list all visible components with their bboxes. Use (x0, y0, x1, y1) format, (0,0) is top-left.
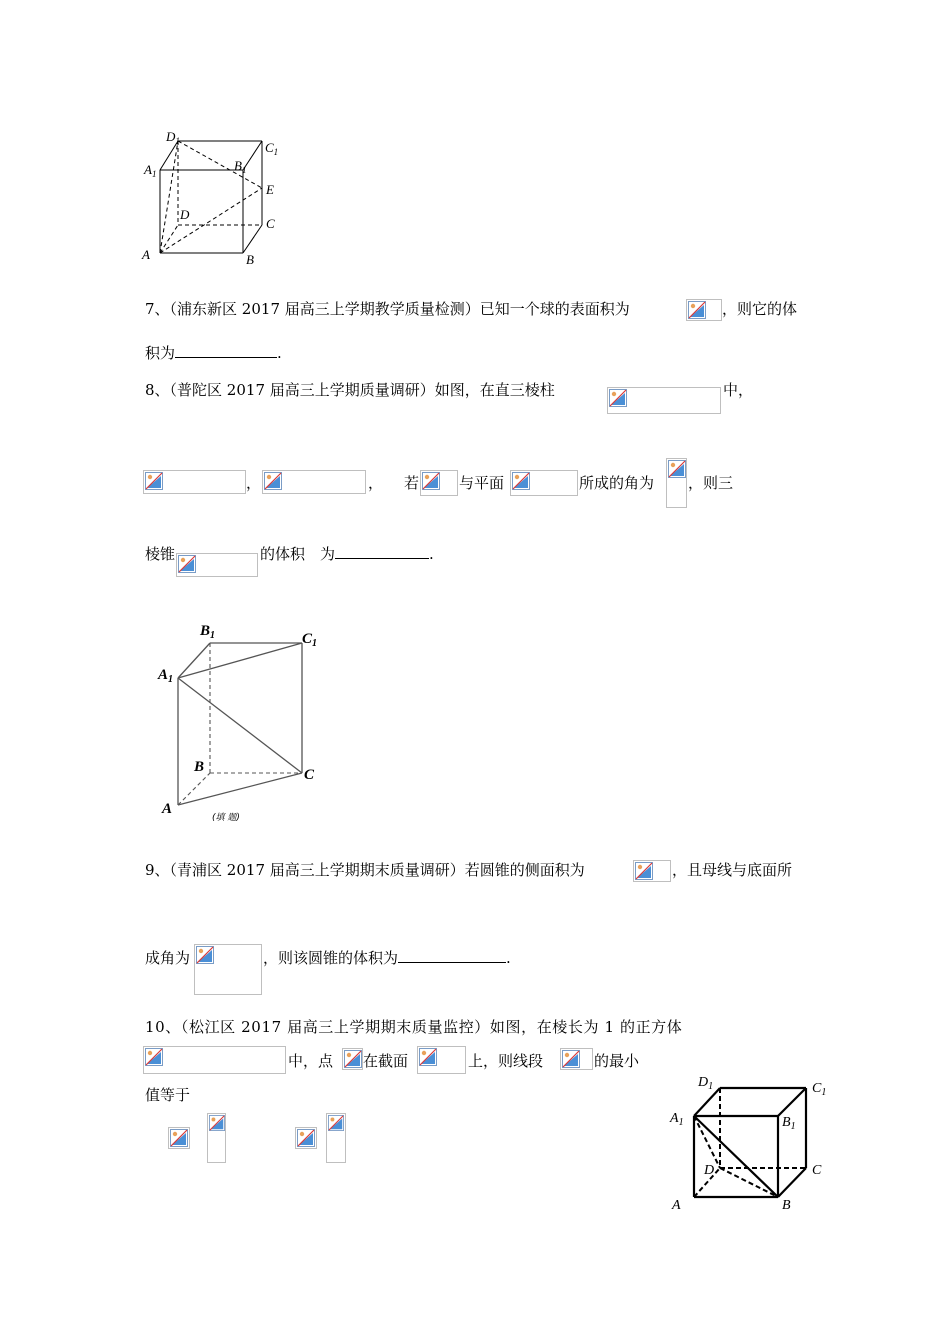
broken-image-icon (328, 1115, 344, 1131)
broken-image-icon (609, 389, 627, 407)
label-c1: $C_1$ (265, 140, 279, 157)
q10-option-b-formula-image (207, 1113, 226, 1163)
q8-line3-b: 的体积 为 . (260, 545, 434, 563)
q10-zai-jiemian: 在截面 (363, 1052, 409, 1070)
q7-formula-image (686, 299, 722, 321)
broken-image-icon (562, 1050, 580, 1068)
q10-segment-formula-image (560, 1048, 593, 1070)
label-a1: $A_1$ (670, 1111, 684, 1128)
broken-image-icon (512, 472, 530, 490)
label-b1: $B_1$ (234, 158, 247, 175)
label-b: B (194, 759, 205, 775)
broken-image-icon (209, 1115, 225, 1131)
broken-image-icon (145, 472, 163, 490)
broken-image-icon (170, 1129, 188, 1147)
q8-prism-formula-image (607, 387, 721, 414)
figure-unit-cube (668, 1074, 846, 1216)
broken-image-icon (178, 555, 196, 573)
q10-line1: 10、（松江区 2017 届高三上学期期末质量监控）如图，在棱长为 1 的正方体 (145, 1018, 683, 1036)
q8-angle-text: 所成的角为 (579, 474, 655, 492)
broken-image-icon (635, 862, 653, 880)
label-c1: $C_1$ (302, 631, 318, 649)
figure-triangular-prism (150, 615, 340, 830)
q7-line1 (145, 299, 630, 319)
label-e: E (266, 182, 274, 197)
q10-shang: 上，则线段 (468, 1052, 544, 1070)
q7-text-a: 7、（浦东新区 2017 届高三上学期教学质量检测）已知一个球的表面积为 (145, 300, 630, 318)
q9-answer-blank[interactable] (398, 948, 506, 963)
label-b1: $B_1$ (200, 623, 216, 641)
label-d: D (180, 207, 190, 222)
label-a: A (142, 247, 150, 262)
label-d1: $D_1$ (166, 129, 180, 146)
q7-answer-blank[interactable] (175, 343, 277, 358)
q8-line1-tail: 中， (723, 381, 754, 399)
q8-comma-1: ， (246, 474, 262, 492)
q8-line-formula-image (420, 470, 458, 496)
q9-angle-formula-image (194, 944, 262, 995)
label-a1: $A_1$ (144, 162, 157, 179)
q10-section-formula-image (417, 1046, 466, 1074)
q9-line2-b: ，则该圆锥的体积为 . (263, 949, 511, 967)
q10-option-d-formula-image (326, 1113, 346, 1163)
q10-line3: 值等于 (145, 1086, 191, 1104)
q10-point-formula-image (342, 1048, 363, 1070)
q10-option-a-formula-image (168, 1127, 190, 1149)
q9-formula-image (633, 860, 671, 882)
broken-image-icon (297, 1129, 315, 1147)
label-a: A (162, 801, 173, 817)
q8-comma-2: ， (368, 474, 384, 492)
q7-line2: 积为 . (145, 344, 282, 362)
q8-line3-a: 棱锥 (145, 545, 176, 563)
broken-image-icon (668, 460, 686, 478)
q8-angle-formula-image (666, 458, 687, 508)
q8-line1: 8、（普陀区 2017 届高三上学期质量调研）如图，在直三棱柱 (145, 381, 555, 399)
q8-formula-image-1 (143, 470, 246, 494)
q8-ruo: 若 (404, 474, 420, 492)
broken-image-icon (419, 1048, 437, 1066)
broken-image-icon (422, 472, 440, 490)
q10-option-c-formula-image (295, 1127, 317, 1149)
label-c: C (812, 1163, 822, 1178)
label-b: B (246, 252, 254, 267)
broken-image-icon (264, 472, 282, 490)
label-c: C (304, 767, 315, 783)
q8-pyramid-formula-image (176, 553, 258, 577)
q8-yu-pingmian: 与平面 (459, 474, 505, 492)
label-c1: $C_1$ (812, 1081, 827, 1098)
figure-caption: (填 题) (212, 813, 240, 823)
broken-image-icon (688, 301, 706, 319)
label-d1: $D_1$ (698, 1075, 714, 1092)
q9-line2-a: 成角为 (145, 949, 191, 967)
q10-cube-formula-image (143, 1046, 286, 1074)
label-b1: $B_1$ (782, 1115, 796, 1132)
q9-line1: 9、（青浦区 2017 届高三上学期期末质量调研）若圆锥的侧面积为 (145, 861, 585, 879)
q8-then: ，则三 (688, 474, 734, 492)
q8-answer-blank[interactable] (335, 544, 429, 559)
label-b: B (782, 1198, 791, 1213)
figure-cube-with-point-e (138, 128, 298, 270)
broken-image-icon (196, 946, 214, 964)
q10-zuixiao: 的最小 (594, 1052, 640, 1070)
broken-image-icon (344, 1050, 362, 1068)
broken-image-icon (145, 1048, 163, 1066)
label-a1: $A_1$ (158, 667, 174, 685)
label-a: A (672, 1198, 681, 1213)
q9-line1-tail: ，且母线与底面所 (672, 861, 793, 879)
label-c: C (266, 216, 275, 231)
label-d: D (704, 1163, 715, 1178)
q7-line1-tail: ，则它的体 (722, 300, 798, 318)
q10-zhong: 中，点 (288, 1052, 334, 1070)
q8-formula-image-2 (262, 470, 366, 494)
q8-plane-formula-image (510, 470, 578, 496)
